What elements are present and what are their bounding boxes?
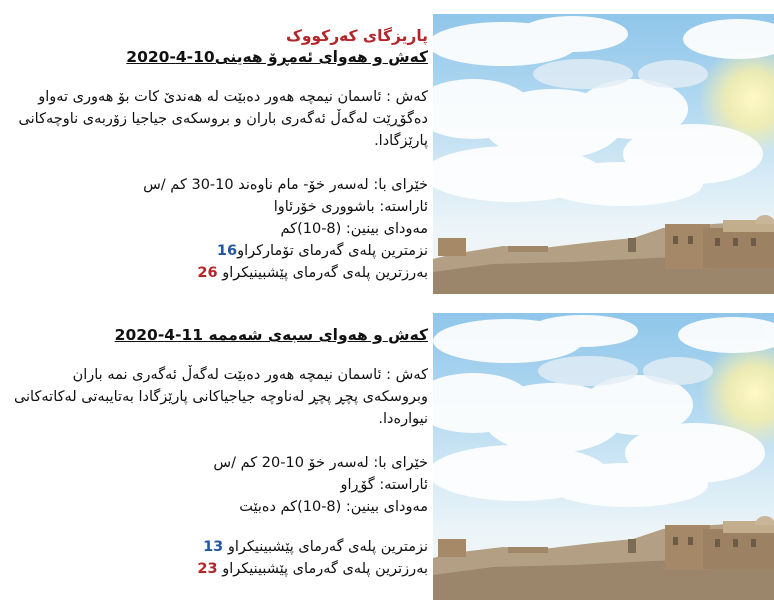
today-max-temp-value: 26 [197, 265, 218, 281]
province-title: پاریزگای کەرکووک [285, 27, 428, 45]
tomorrow-wind-direction: ئاراستە: گۆڕاو [340, 477, 428, 493]
forecast-tomorrow-text [6, 324, 428, 580]
tomorrow-max-temp [6, 558, 428, 580]
today-description: کەش : ئاسمان نیمچە هەور دەبێت لە هەندێ کات بۆ هەوری تەواو دەگۆڕێت لەگەڵ ئەگەری باران و بروسکەی جیاجیا زۆربەی ناوچەکانی پارێزگادا. [18, 89, 428, 149]
today-min-temp [6, 240, 428, 262]
forecast-tomorrow-section [0, 307, 774, 600]
tomorrow-max-temp-value: 23 [197, 561, 218, 577]
today-max-temp [6, 262, 428, 284]
today-visibility: مەودای بینین: (8-10)کم [280, 221, 428, 237]
tomorrow-max-temp-label: بەرزترین پلەی گەرمای پێشبینیکراو [222, 561, 428, 577]
tomorrow-min-temp-value: 13 [203, 539, 224, 555]
forecast-today-text [6, 26, 428, 284]
kirkuk-citadel-sky-photo-2 [433, 313, 774, 600]
tomorrow-min-temp-label: نزمترین پلەی گەرمای پێشبینیکراو [227, 539, 428, 555]
tomorrow-visibility: مەودای بینین: (8-10)کم دەبێت [239, 499, 428, 515]
today-min-temp-label: نزمترین پلەی گەرمای تۆمارکراو [237, 243, 428, 259]
today-min-temp-value: 16 [216, 243, 238, 259]
tomorrow-details [6, 452, 428, 580]
tomorrow-description: کەش : ئاسمان نیمچە هەور دەبێت لەگەڵ ئەگەری نمە باران وبروسکەی پچڕ پچڕ لەناوچە جیاجیاکانی پارێزگادا بەتایبەتی لەکاتەکانی نیوارەدا. [13, 367, 428, 427]
today-wind-direction: ئاراستە: باشووری خۆرئاوا [273, 199, 428, 215]
today-wind-speed: خێرای با: لەسەر خۆ- مام ناوەند 10-30 کم /س [143, 177, 428, 193]
today-details [6, 174, 428, 284]
tomorrow-min-temp [6, 536, 428, 558]
tomorrow-wind-speed: خێرای با: لەسەر خۆ 10-20 کم /س [213, 455, 428, 471]
today-heading: کەش و هەوای ئەمڕۆ هەینی10-4-2020 [126, 48, 428, 66]
tomorrow-heading: کەش و هەوای سبەی شەممە 11-4-2020 [114, 326, 428, 344]
kirkuk-citadel-sky-photo [433, 14, 774, 294]
today-max-temp-label: بەرزترین پلەی گەرمای پێشبینیکراو [222, 265, 428, 281]
